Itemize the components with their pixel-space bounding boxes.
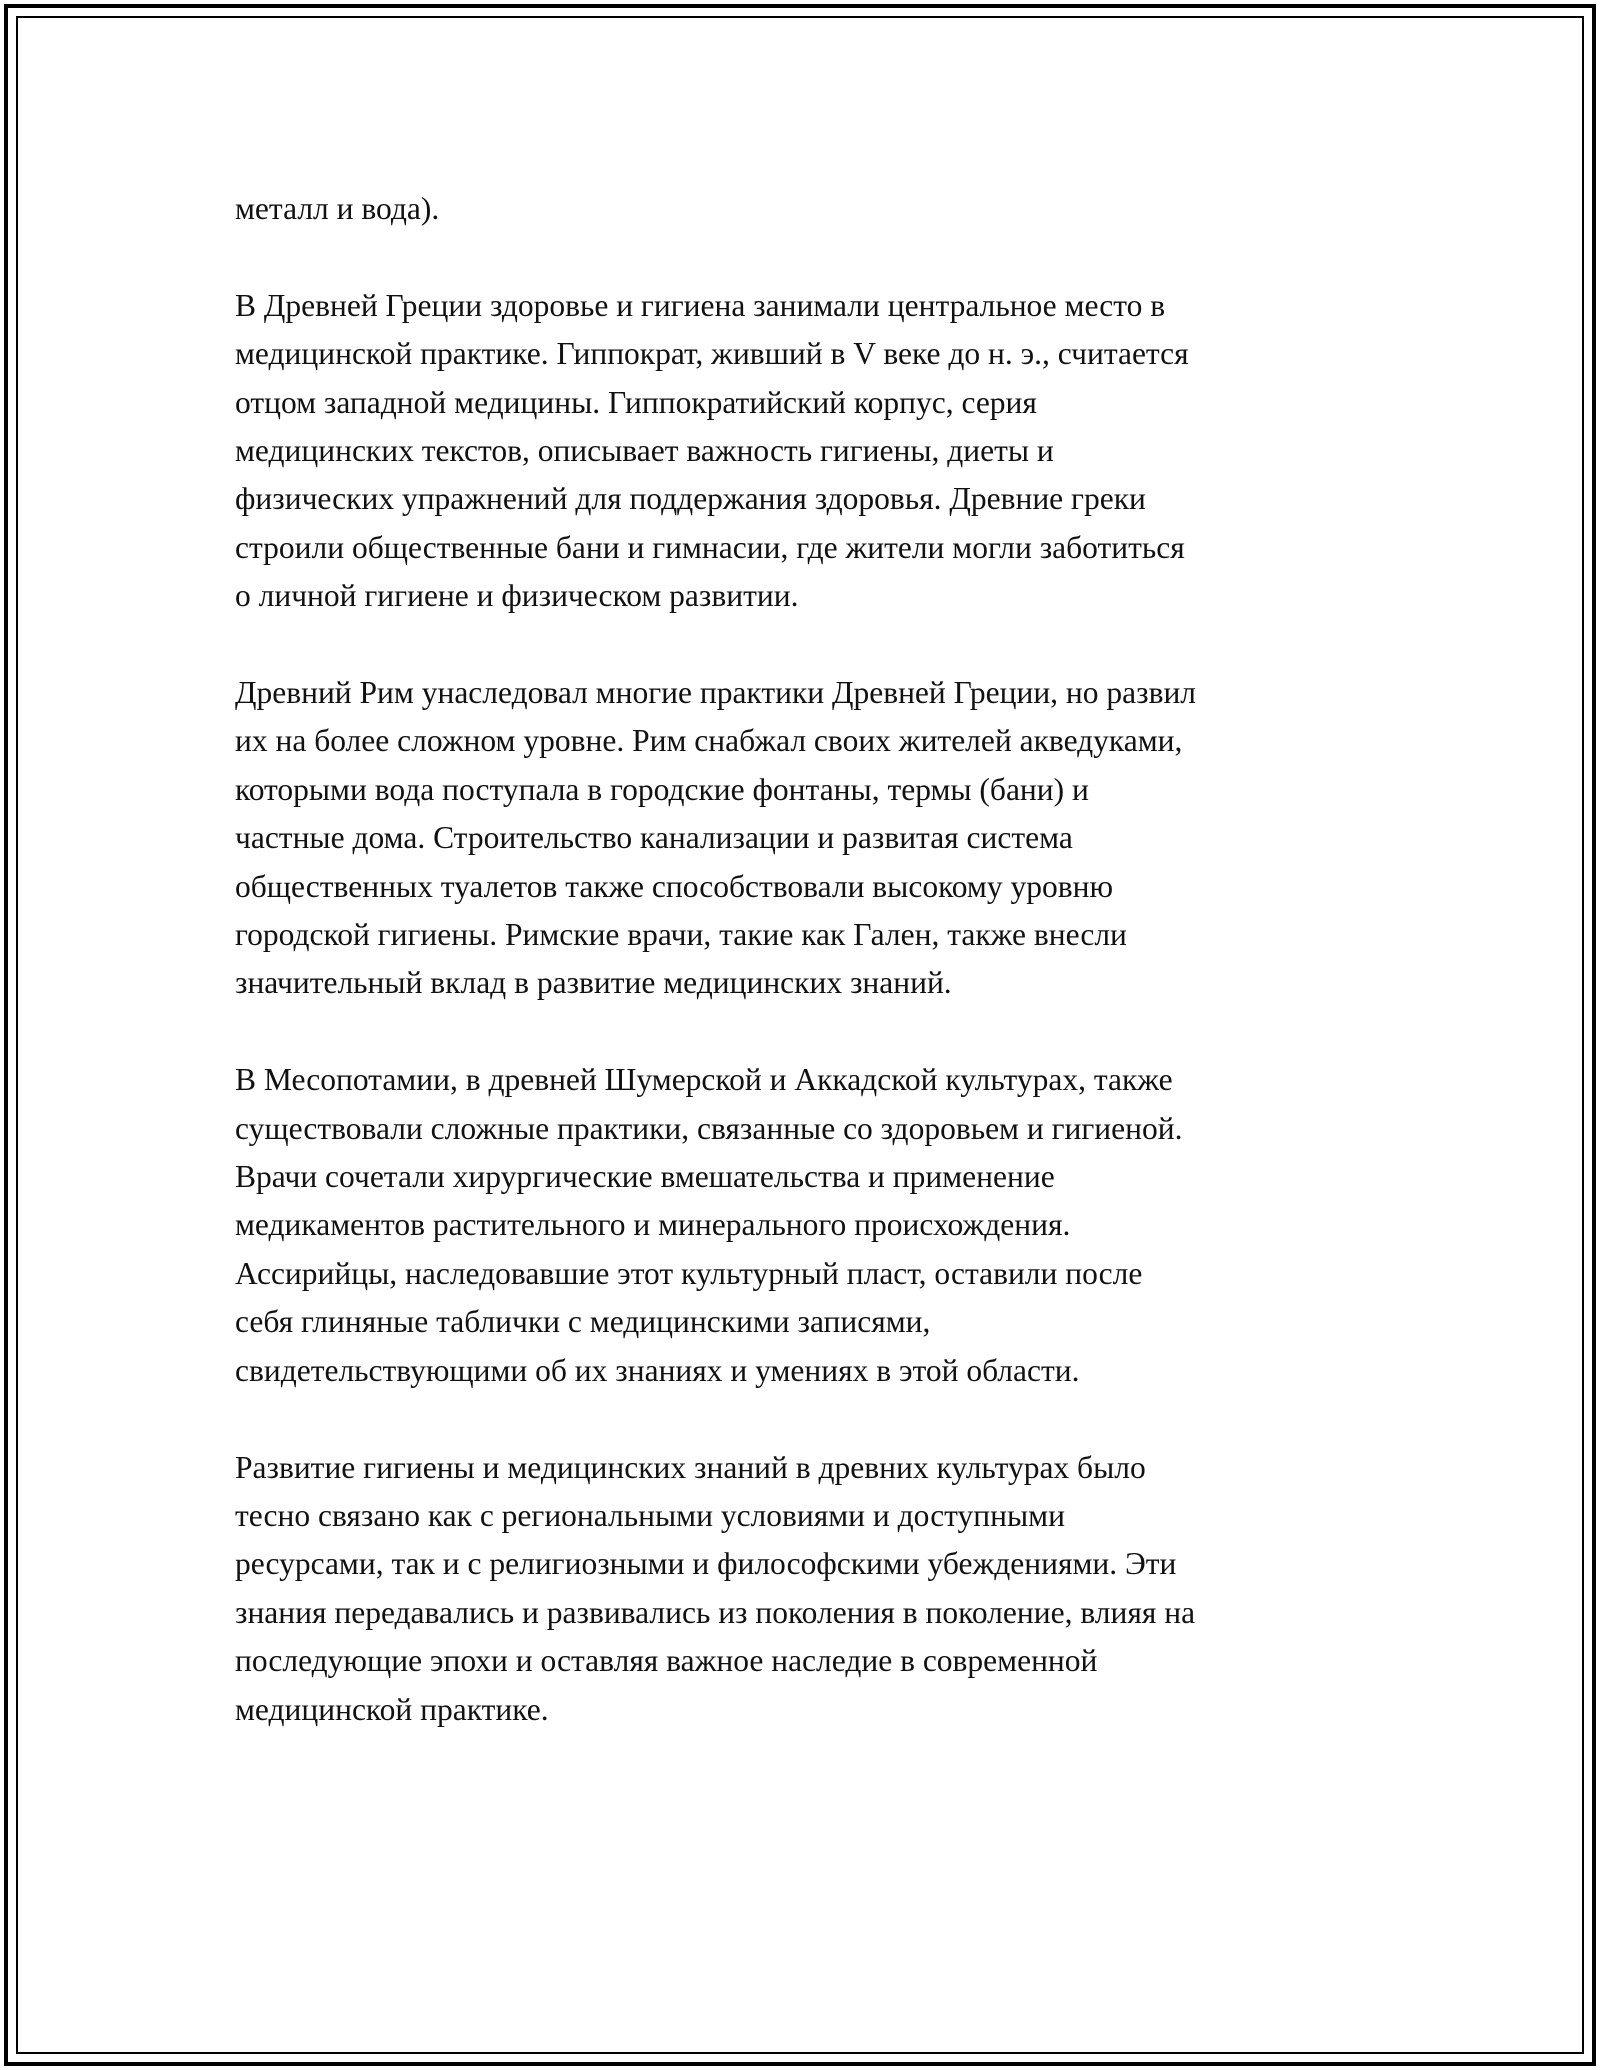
document-body bbox=[235, 185, 1365, 1734]
paragraph-ancient-greece: В Древней Греции здоровье и гигиена занимали центральное место в медицинской практике. Гиппократ, живший в V веке до н. э., считается отцом западной медицины. Гиппократийский корпус, серия медицинских текстов, описывает важность гигиены, диеты и физических упражнений для поддержания здоровья. Древние греки строили общественные бани и гимнасии, где жители могли заботиться о личной гигиене и физическом развитии. bbox=[235, 287, 1189, 614]
paragraph-conclusion: Развитие гигиены и медицинских знаний в древних культурах было тесно связано как с региональными условиями и доступными ресурсами, так и с религиозными и философскими убеждениями. Эти знания передавались и развивались из поколения в поколение, влияя на последующие эпохи и оставляя важное наследие в современной медицинской практике. bbox=[235, 1449, 1196, 1727]
paragraph-mesopotamia: В Месопотамии, в древней Шумерской и Аккадской культурах, также существовали сложные практики, связанные со здоровьем и гигиеной. Врачи сочетали хирургические вмешательства и применение медикаментов растительного и минерального происхождения. Ассирийцы, наследовавшие этот культурный пласт, оставили после себя глиняные таблички с медицинскими записями, свидетельствующими об их знаниях и умениях в этой области. bbox=[235, 1062, 1183, 1388]
paragraph-ancient-rome: Древний Рим унаследовал многие практики Древней Греции, но развил их на более сложном уровне. Рим снабжал своих жителей акведуками, которыми вода поступала в городские фонтаны, термы (бани) и частные дома. Строительство канализации и развитая система общественных туалетов также способствовали высокому уровню городской гигиены. Римские врачи, такие как Гален, также внесли значительный вклад в развитие медицинских знаний. bbox=[235, 675, 1197, 1001]
paragraph-continuation: металл и вода). bbox=[235, 191, 440, 226]
